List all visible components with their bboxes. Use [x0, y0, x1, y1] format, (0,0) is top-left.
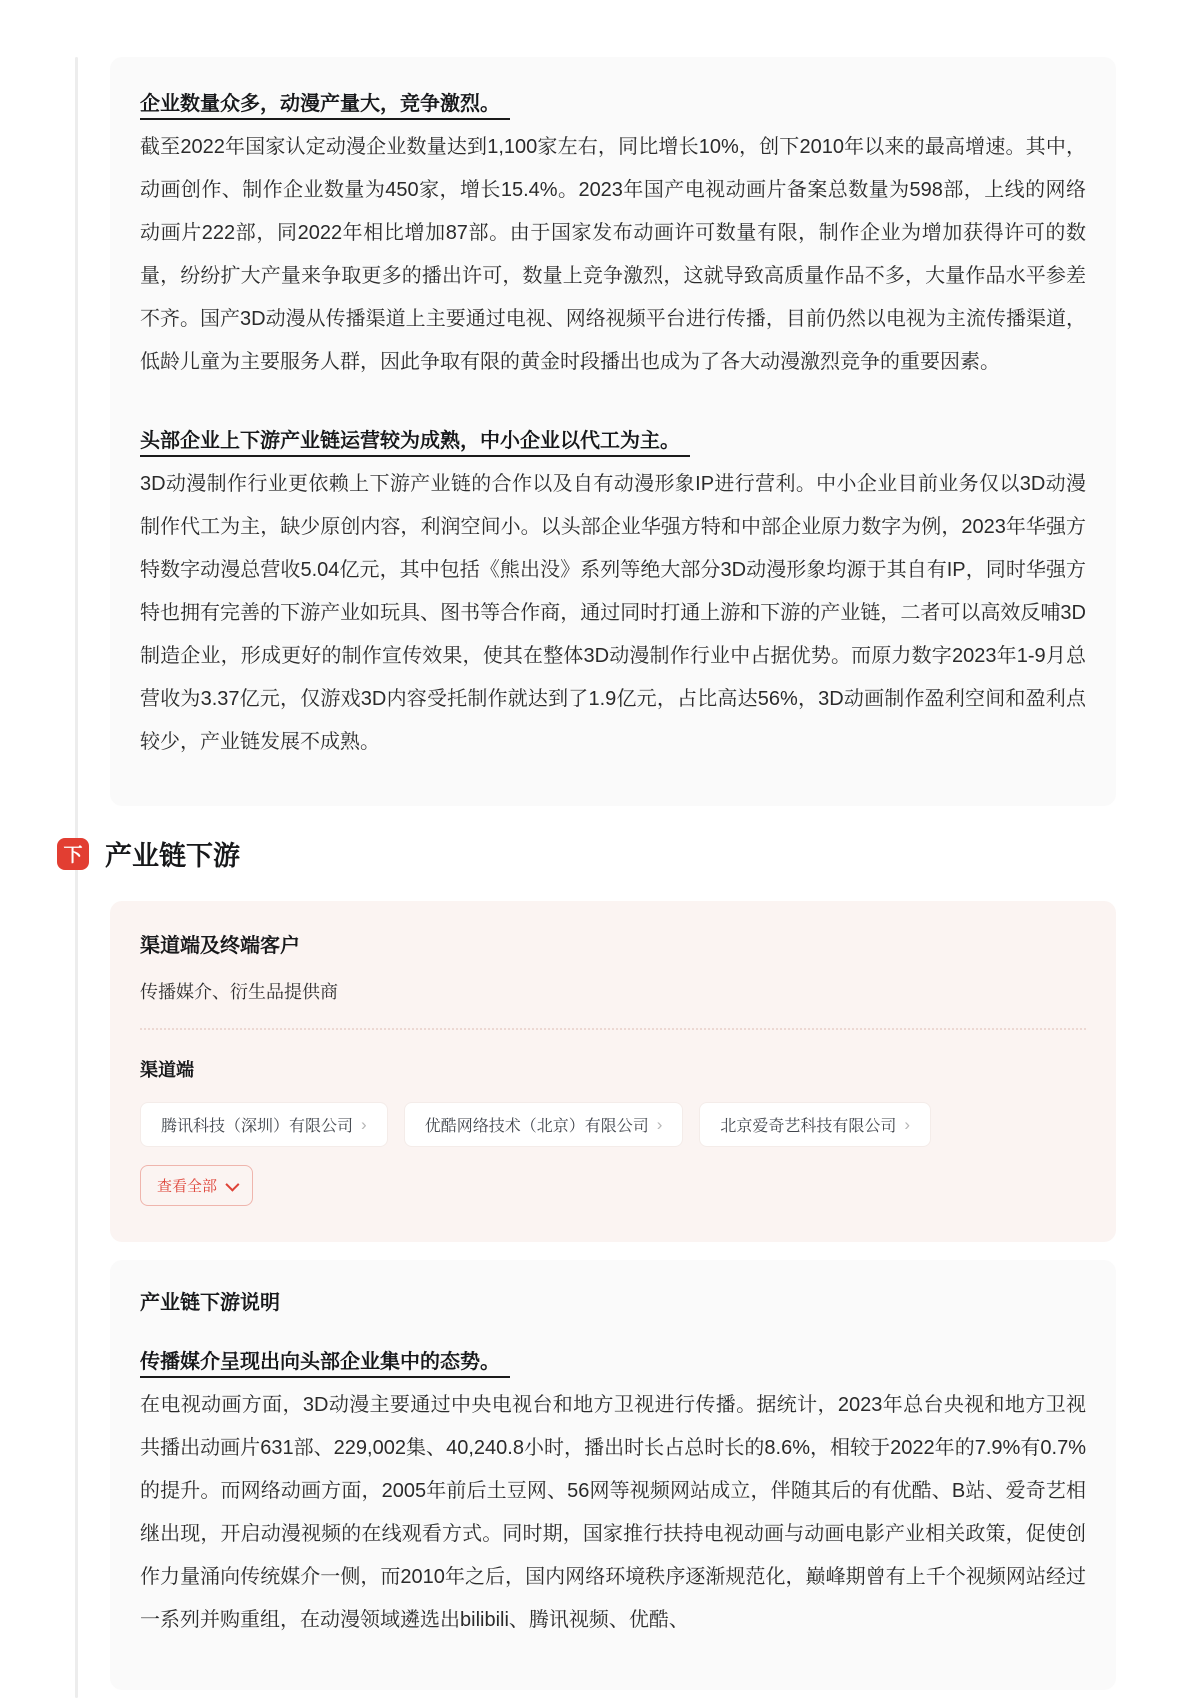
analysis-heading-1 — [140, 87, 1086, 116]
downstream-note-card — [110, 1260, 1116, 1690]
analysis-body-2: 3D动漫制作行业更依赖上下游产业链的合作以及自有动漫形象IP进行营利。中小企业目前业务仅以3D动漫制作代工为主，缺少原创内容，利润空间小。以头部企业华强方特和中部企业原力数字为例，2023年华强方特数字动漫总营收5.04亿元，其中包括《熊出没》系列等绝大部分3D动漫形象均源于其自有IP，同时华强方特也拥有完善的下游产业如玩具、图书等合作商，通过同时打通上游和下游的产业链，二者可以高效反哺3D制造企业，形成更好的制作宣传效果，使其在整体3D动漫制作行业中占据优势。而原力数字2023年1-9月总营收为3.37亿元，仅游戏3D内容受托制作就达到了1.9亿元，占比高达56%，3D动画制作盈利空间和盈利点较少，产业链发展不成熟。 — [140, 473, 1086, 753]
note-body: 在电视动画方面，3D动漫主要通过中央电视台和地方卫视进行传播。据统计，2023年总台央视和地方卫视共播出动画片631部、229,002集、40,240.8小时，播出时长占总时长的8.6%，相较于2022年的7.9%有0.7%的提升。而网络动画方面，2005年前后土豆网、56网等视频网站成立，伴随其后的有优酷、B站、爱奇艺相继出现，开启动漫视频的在线观看方式。同时期，国家推行扶持电视动画与动画电影产业相关政策，促使创作力量涌向传统媒介一侧，而2010年之后，国内网络环境秩序逐渐规范化，巅峰期曾有上千个视频网站经过一系列并购重组，在动漫领域遴选出bilibili、腾讯视频、优酷、 — [140, 1394, 1086, 1631]
channel-group-title: 渠道端 — [140, 1060, 194, 1080]
chevron-right-icon: › — [904, 1115, 911, 1134]
chevron-right-icon: › — [656, 1115, 663, 1134]
view-all-button[interactable] — [140, 1165, 253, 1206]
downstream-badge-icon: 下 — [57, 838, 89, 870]
downstream-section-title: 产业链下游 — [105, 841, 240, 871]
channel-card-subtitle: 传播媒介、衍生品提供商 — [140, 982, 338, 1002]
dotted-divider — [140, 1028, 1086, 1030]
company-label: 腾讯科技（深圳）有限公司 — [161, 1118, 354, 1135]
analysis-heading-2 — [140, 424, 1086, 453]
analysis-card — [110, 57, 1116, 806]
chevron-right-icon: › — [361, 1115, 367, 1134]
company-button-row — [140, 1102, 1086, 1147]
company-button-youku[interactable] — [404, 1102, 684, 1147]
company-label: 优酷网络技术（北京）有限公司 — [424, 1118, 649, 1135]
downstream-section-header — [57, 834, 1200, 873]
company-label: 北京爱奇艺科技有限公司 — [720, 1118, 897, 1135]
note-heading — [140, 1345, 1086, 1374]
view-all-label: 查看全部 — [157, 1178, 218, 1195]
company-button-iqiyi[interactable] — [699, 1102, 931, 1147]
company-button-tencent[interactable] — [140, 1102, 388, 1147]
channel-card-title: 渠道端及终端客户 — [140, 935, 300, 957]
chevron-down-icon — [225, 1177, 239, 1191]
channel-card — [110, 901, 1116, 1242]
timeline-rail — [75, 57, 78, 1698]
analysis-heading-2-text: 头部企业上下游产业链运营较为成熟，中小企业以代工为主。 — [140, 430, 690, 457]
analysis-heading-1-text: 企业数量众多，动漫产量大，竞争激烈。 — [140, 93, 510, 120]
note-heading-text: 传播媒介呈现出向头部企业集中的态势。 — [140, 1351, 510, 1378]
note-card-title: 产业链下游说明 — [140, 1292, 280, 1314]
analysis-body-1: 截至2022年国家认定动漫企业数量达到1,100家左右，同比增长10%，创下2010年以来的最高增速。其中，动画创作、制作企业数量为450家，增长15.4%。2023年国产电视动画片备案总数量为598部，上线的网络动画片222部，同2022年相比增加87部。由于国家发布动画许可数量有限，制作企业为增加获得许可的数量，纷纷扩大产量来争取更多的播出许可，数量上竞争激烈，这就导致高质量作品不多，大量作品水平参差不齐。国产3D动漫从传播渠道上主要通过电视、网络视频平台进行传播，目前仍然以电视为主流传播渠道，低龄儿童为主要服务人群，因此争取有限的黄金时段播出也成为了各大动漫激烈竞争的重要因素。 — [140, 136, 1086, 373]
